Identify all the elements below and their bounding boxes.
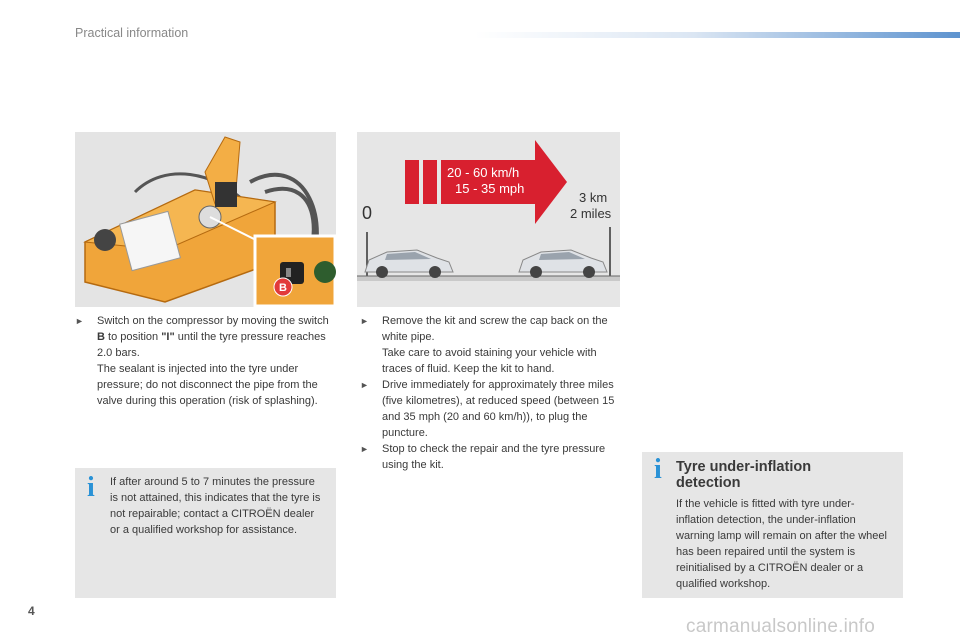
step-text: Remove the kit and screw the cap back on the white pipe. (382, 315, 608, 343)
left-instruction-list (75, 313, 337, 409)
list-item (360, 377, 618, 441)
step-text: Switch on the compressor by moving the switch (97, 315, 329, 327)
step-extra-text: The sealant is injected into the tyre under pressure; do not disconnect the pipe from the valve during this operation (risk of splashing). (97, 363, 318, 407)
step-extra-text: Take care to avoid staining your vehicle with traces of fluid. Keep the kit to hand. (382, 347, 597, 375)
watermark: carmanualsonline.info (686, 616, 876, 637)
info-icon: i (87, 472, 95, 503)
step-text: to position (104, 331, 162, 343)
speed-diagram-svg (357, 132, 620, 307)
header-decoration-bar (475, 32, 960, 38)
info-icon: i (654, 454, 662, 485)
speed-distance-diagram (357, 132, 620, 307)
bullet-arrow-icon: ► (75, 316, 84, 326)
middle-instruction-list (360, 313, 618, 473)
list-item (360, 313, 618, 377)
switch-b-ref: B (97, 331, 105, 343)
speed-kmh-label: 20 - 60 km/h (447, 165, 520, 180)
page-number: 4 (28, 604, 35, 618)
note-text: If the vehicle is fitted with tyre under-inflation detection, the under-inflation warning lamp will remain on after the wheel has been repaired until the system is reinitialised by a CITROËN dealer or a qualified workshop. (676, 498, 887, 590)
switch-b-label: B (279, 282, 287, 294)
bullet-arrow-icon: ► (360, 316, 369, 326)
compressor-kit-svg (75, 132, 336, 307)
bullet-arrow-icon: ► (360, 444, 369, 454)
distance-km-label: 3 km (579, 190, 608, 205)
step-text: Stop to check the repair and the tyre pressure using the kit. (382, 443, 606, 471)
step-text: Drive immediately for approximately three miles (five kilometres), at reduced speed (between 15 and 35 mph (20 and 60 km/h)), to plug the puncture. (382, 379, 615, 439)
list-item (75, 313, 337, 409)
compressor-warning-note (75, 468, 336, 598)
step-text: until the tyre pressure reaches 2.0 bars. (97, 331, 326, 359)
bullet-arrow-icon: ► (360, 380, 369, 390)
section-title: Practical information (75, 26, 189, 40)
compressor-kit-illustration (75, 132, 336, 307)
note-title: Tyre under-inflation detection (676, 459, 812, 491)
distance-miles-label: 2 miles (570, 206, 612, 221)
start-distance-label: 0 (362, 203, 373, 223)
position-i-ref: "I" (161, 331, 175, 343)
list-item (360, 441, 618, 473)
speed-mph-label: 15 - 35 mph (455, 181, 525, 196)
tyre-under-inflation-note (642, 452, 903, 598)
note-text: If after around 5 to 7 minutes the pressure is not attained, this indicates that the tyre is not repairable; contact a CITROËN dealer or a qualified workshop for assistance. (110, 476, 321, 536)
